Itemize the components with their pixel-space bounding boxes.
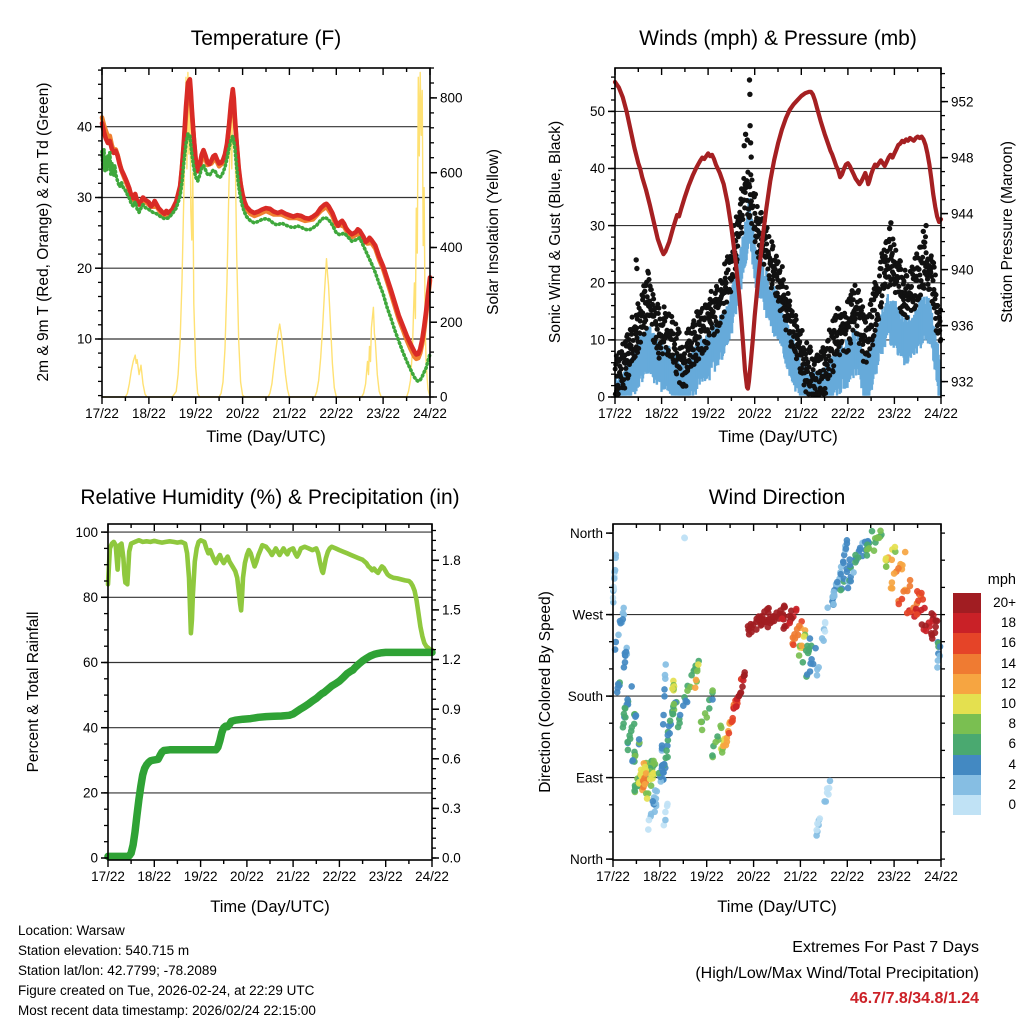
speed-colorbar [953, 593, 981, 815]
extremes-subtitle: (High/Low/Max Wind/Total Precipitation) [695, 964, 979, 982]
svg-text:30: 30 [589, 218, 605, 234]
svg-text:400: 400 [440, 240, 463, 256]
colorbar-cell-8 [953, 714, 981, 734]
temperature-xaxis-label: Time (Day/UTC) [206, 428, 326, 446]
svg-text:22/22: 22/22 [322, 869, 357, 884]
svg-text:20/22: 20/22 [225, 406, 260, 421]
svg-text:21/22: 21/22 [276, 869, 310, 884]
colorbar-label: 6 [1008, 736, 1016, 752]
svg-text:940: 940 [951, 262, 974, 278]
temperature-title: Temperature (F) [190, 27, 342, 50]
wind-direction-panel [568, 524, 958, 884]
temperature-panel [77, 68, 463, 421]
colorbar-label: 0 [1008, 797, 1016, 813]
colorbar-label: 16 [1000, 635, 1016, 651]
svg-text:21/22: 21/22 [272, 406, 307, 421]
svg-text:23/22: 23/22 [368, 869, 403, 884]
colorbar-labels [986, 593, 1016, 815]
svg-text:50: 50 [589, 104, 605, 120]
colorbar-title: mph [987, 572, 1016, 588]
svg-text:600: 600 [440, 165, 463, 181]
svg-text:0.6: 0.6 [442, 751, 461, 767]
svg-text:West: West [572, 607, 603, 623]
svg-text:19/22: 19/22 [689, 869, 724, 884]
svg-text:1.5: 1.5 [442, 602, 461, 618]
svg-text:24/22: 24/22 [924, 869, 958, 884]
svg-text:944: 944 [951, 206, 974, 222]
temperature-left-axis-label: 2m & 9m T (Red, Orange) & 2m Td (Green) [35, 82, 52, 382]
colorbar-label: 10 [1000, 696, 1016, 712]
timestamp-line: Most recent data timestamp: 2026/02/24 22:15:00 [18, 1003, 316, 1018]
elevation-line: Station elevation: 540.715 m [18, 943, 190, 958]
svg-text:23/22: 23/22 [877, 406, 912, 421]
svg-text:40: 40 [76, 119, 92, 135]
colorbar-cell-6 [953, 734, 981, 754]
latlon-line: Station lat/lon: 42.7799; -78.2089 [18, 963, 217, 978]
wind-dir-xaxis-label: Time (Day/UTC) [717, 898, 837, 916]
solar_insolation-line [102, 73, 430, 398]
temp_9m-line [102, 84, 430, 359]
svg-text:948: 948 [951, 150, 974, 166]
colorbar-cell-16 [953, 633, 981, 653]
svg-text:10: 10 [76, 331, 92, 347]
humidity-left-axis-label: Percent & Total Rainfall [25, 611, 42, 773]
svg-text:0.9: 0.9 [442, 701, 461, 717]
winds-xaxis-label: Time (Day/UTC) [718, 428, 838, 446]
wind-left-axis-label: Sonic Wind & Gust (Blue, Black) [547, 120, 564, 344]
svg-text:24/22: 24/22 [924, 406, 958, 421]
humidity-precip-panel [75, 524, 460, 884]
svg-text:South: South [567, 688, 603, 704]
svg-text:North: North [569, 851, 603, 867]
svg-text:60: 60 [82, 655, 98, 671]
svg-text:22/22: 22/22 [319, 406, 354, 421]
svg-text:20/22: 20/22 [737, 406, 772, 421]
svg-text:21/22: 21/22 [784, 406, 819, 421]
extremes-values: 46.7/7.8/34.8/1.24 [850, 990, 979, 1007]
colorbar-cell-10 [953, 694, 981, 714]
humidity-precip-title: Relative Humidity (%) & Precipitation (in) [80, 486, 460, 509]
colorbar-label: 4 [1008, 756, 1016, 772]
svg-text:0: 0 [90, 850, 98, 866]
colorbar-cell-20+ [953, 593, 981, 613]
svg-text:18/22: 18/22 [132, 406, 166, 421]
colorbar-cell-0 [953, 795, 981, 815]
svg-text:0.3: 0.3 [442, 801, 461, 817]
colorbar-label: 2 [1008, 776, 1016, 792]
winds-pressure-title: Winds (mph) & Pressure (mb) [639, 27, 917, 50]
svg-text:17/22: 17/22 [596, 869, 630, 884]
svg-text:0: 0 [597, 389, 605, 405]
station-info-block [18, 921, 316, 1021]
svg-text:18/22: 18/22 [643, 869, 677, 884]
colorbar-label: 18 [1000, 615, 1016, 631]
svg-text:952: 952 [951, 94, 974, 110]
svg-text:200: 200 [440, 314, 463, 330]
svg-text:24/22: 24/22 [413, 406, 447, 421]
svg-text:20/22: 20/22 [736, 869, 771, 884]
svg-text:18/22: 18/22 [644, 406, 679, 421]
wind-dir-left-axis-label: Direction (Colored By Speed) [537, 591, 554, 793]
svg-text:19/22: 19/22 [183, 869, 218, 884]
colorbar-label: 12 [1000, 675, 1016, 691]
svg-text:30: 30 [76, 190, 92, 206]
svg-text:20: 20 [82, 785, 98, 801]
winds-pressure-panel [590, 68, 974, 421]
svg-text:19/22: 19/22 [178, 406, 213, 421]
pressure-right-axis-label: Station Pressure (Maroon) [999, 141, 1016, 323]
svg-text:North: North [569, 525, 603, 541]
svg-text:17/22: 17/22 [91, 869, 125, 884]
svg-text:23/22: 23/22 [366, 406, 400, 421]
svg-text:100: 100 [75, 524, 98, 540]
colorbar-cell-2 [953, 775, 981, 795]
colorbar-label: 14 [1000, 655, 1016, 671]
svg-text:932: 932 [951, 374, 974, 390]
wind-direction-title: Wind Direction [708, 486, 846, 509]
svg-text:22/22: 22/22 [830, 869, 865, 884]
gust-dots [613, 77, 944, 396]
relative_humidity-line [108, 540, 432, 650]
created-line: Figure created on Tue, 2026-02-24, at 22:29 UTC [18, 983, 315, 998]
colorbar-cell-18 [953, 613, 981, 633]
svg-text:936: 936 [951, 318, 974, 334]
svg-text:24/22: 24/22 [415, 869, 449, 884]
svg-text:40: 40 [82, 720, 98, 736]
svg-text:20/22: 20/22 [230, 869, 264, 884]
svg-text:17/22: 17/22 [598, 406, 632, 421]
svg-text:40: 40 [589, 161, 605, 177]
svg-text:23/22: 23/22 [877, 869, 911, 884]
temp_2m-line [102, 79, 430, 354]
svg-text:22/22: 22/22 [831, 406, 865, 421]
svg-text:17/22: 17/22 [85, 406, 119, 421]
svg-text:0: 0 [440, 389, 448, 405]
svg-text:10: 10 [589, 332, 605, 348]
svg-text:0.0: 0.0 [442, 850, 461, 866]
colorbar-label: 20+ [993, 595, 1016, 610]
location-line: Location: Warsaw [18, 923, 125, 938]
svg-text:800: 800 [440, 90, 463, 106]
colorbar-cell-14 [953, 654, 981, 674]
svg-text:18/22: 18/22 [137, 869, 172, 884]
svg-text:East: East [575, 770, 603, 786]
solar-right-axis-label: Solar Insolation (Yellow) [485, 149, 502, 315]
total_rainfall-line [108, 652, 432, 856]
humidity-xaxis-label: Time (Day/UTC) [210, 898, 330, 916]
svg-text:20: 20 [76, 260, 92, 276]
svg-text:20: 20 [589, 275, 605, 291]
direction-dots [610, 528, 944, 839]
svg-text:21/22: 21/22 [783, 869, 818, 884]
svg-text:80: 80 [82, 590, 98, 606]
svg-text:1.8: 1.8 [442, 552, 461, 568]
extremes-title: Extremes For Past 7 Days [792, 939, 979, 956]
svg-text:1.2: 1.2 [442, 652, 461, 668]
colorbar-cell-12 [953, 674, 981, 694]
colorbar-label: 8 [1008, 716, 1016, 732]
svg-text:19/22: 19/22 [691, 406, 725, 421]
extremes-block [695, 935, 979, 1012]
colorbar-cell-4 [953, 755, 981, 775]
